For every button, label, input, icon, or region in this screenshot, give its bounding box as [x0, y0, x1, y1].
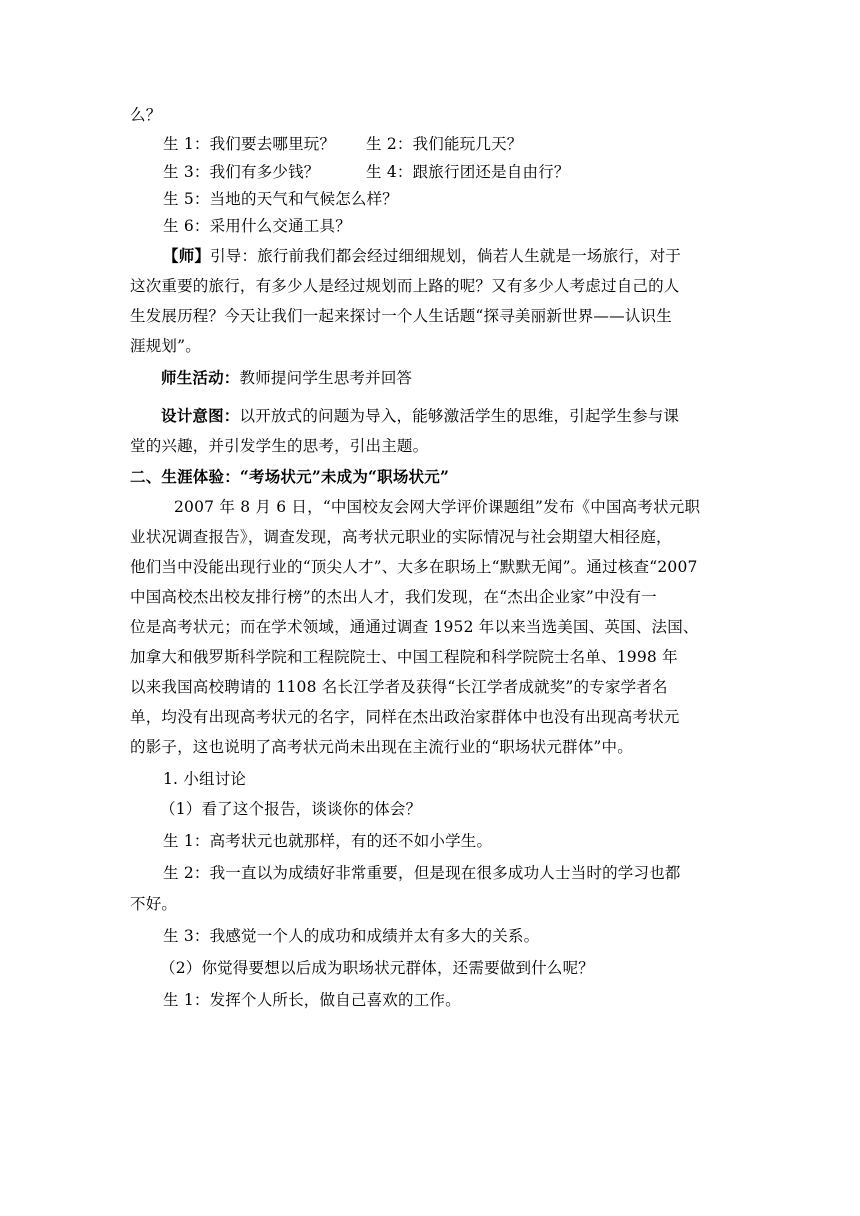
text-line: 单，均没有出现高考状元的名字，同样在杰出政治家群体中也没有出现高考状元	[130, 708, 680, 726]
text-line: 生 2：我们能玩几天？	[366, 135, 523, 153]
text-line: 生发展历程？今天让我们一起来探讨一个人生话题“探寻美丽新世界——认识生	[130, 307, 672, 325]
text-line: 2007 年 8 月 6 日，“中国校友会网大学评价课题组”发布《中国高考状元职	[174, 498, 701, 516]
label-intent: 设计意图：	[161, 406, 240, 425]
text-line	[163, 245, 681, 267]
text-line: 生 3：我们有多少钱？	[163, 163, 320, 181]
text-line: 1. 小组讨论	[163, 770, 247, 788]
section-heading: 二、生涯体验：“考场状元”未成为“职场状元”	[130, 467, 450, 486]
text-line: 生 5：当地的天气和气候怎么样？	[163, 190, 398, 208]
text-line	[161, 405, 679, 427]
text-line: 生 6：采用什么交通工具？	[163, 217, 351, 235]
text-line: 他们当中没能出现行业的“顶尖人才”、大多在职场上“默默无闻”。通过核查“2007	[130, 558, 698, 576]
text-line: 么？	[130, 106, 162, 124]
text-span: 以开放式的问题为导入，能够激活学生的思维，引起学生参与课	[239, 407, 680, 425]
text-line: 生 4：跟旅行团还是自由行？	[366, 163, 570, 181]
text-line: （1）看了这个报告，谈谈你的体会？	[160, 800, 422, 818]
text-line: 加拿大和俄罗斯科学院和工程院院士、中国工程院和科学院院士名单、1998 年	[130, 648, 678, 666]
text-line: 堂的兴趣，并引发学生的思考，引出主题。	[130, 437, 429, 455]
text-line: 不好。	[130, 895, 178, 913]
text-line: 生 1：发挥个人所长，做自己喜欢的工作。	[163, 991, 461, 1009]
text-line: 生 1：高考状元也就那样，有的还不如小学生。	[163, 832, 493, 850]
text-span: 教师提问学生思考并回答	[239, 369, 413, 387]
text-line: （2）你觉得要想以后成为职场状元群体，还需要做到什么呢？	[160, 959, 594, 977]
text-line: 业状况调查报告》，调查发现，高考状元职业的实际情况与社会期望大相径庭，	[130, 528, 672, 546]
text-line: 中国高校杰出校友排行榜”的杰出人才，我们发现，在“杰出企业家”中没有一	[130, 588, 657, 606]
text-line: 生 2：我一直以为成绩好非常重要，但是现在很多成功人士当时的学习也都	[163, 864, 681, 882]
text-line: 生 1：我们要去哪里玩？	[163, 135, 336, 153]
text-line: 以来我国高校聘请的 1108 名长江学者及获得“长江学者成就奖”的专家学者名	[130, 678, 668, 696]
text-line: 位是高考状元；而在学术领域，通通过调查 1952 年以来当选美国、英国、法国、	[130, 618, 699, 636]
text-line: 这次重要的旅行，有多少人是经过规划而上路的呢？又有多少人考虑过自己的人	[130, 277, 680, 295]
text-span: 引导：旅行前我们都会经过细细规划，倘若人生就是一场旅行，对于	[210, 247, 682, 265]
text-line: 生 3：我感觉一个人的成功和成绩并太有多大的关系。	[163, 927, 540, 945]
label-activity: 师生活动：	[161, 368, 240, 387]
teacher-tag: 【师】	[163, 246, 211, 265]
text-line: 的影子，这也说明了高考状元尚未出现在主流行业的“职场状元群体”中。	[130, 738, 633, 756]
text-line: 涯规划”。	[130, 337, 201, 355]
text-line	[161, 367, 412, 389]
